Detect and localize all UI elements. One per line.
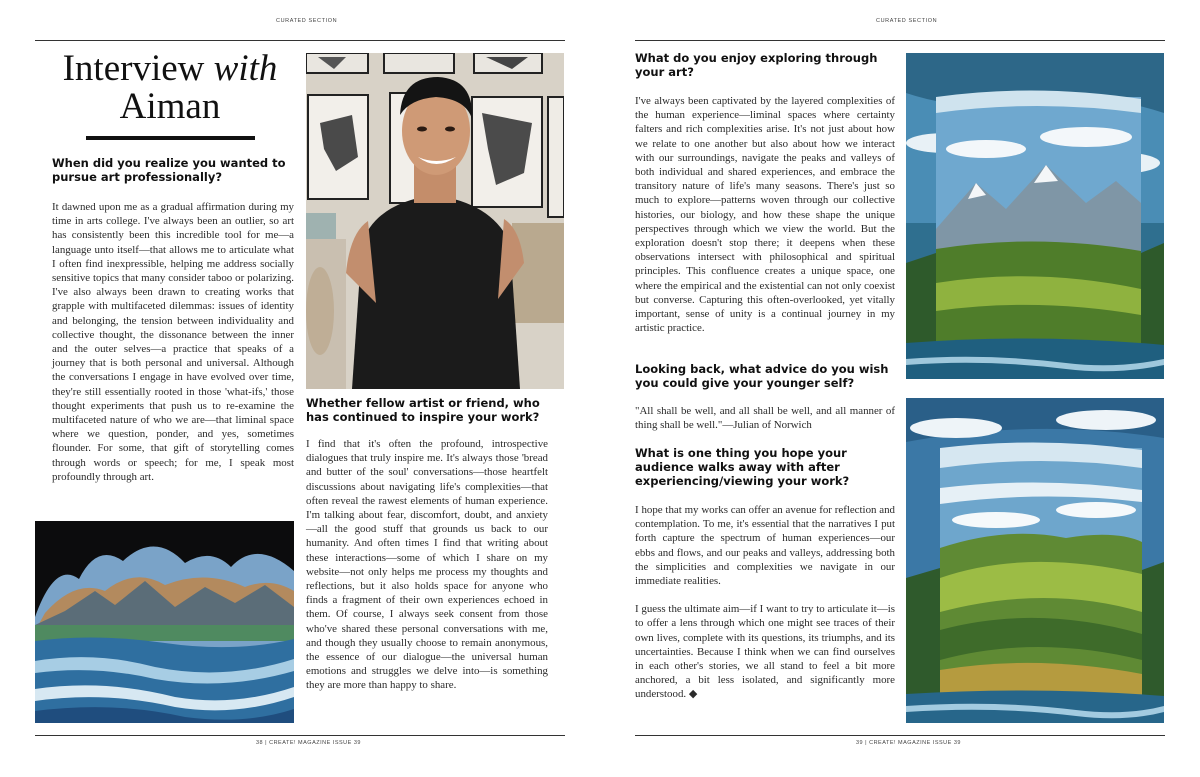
answer-4 xyxy=(635,404,895,432)
page-footer: 39 | CREATE! MAGAZINE ISSUE 39 xyxy=(856,740,961,746)
portrait-illustration xyxy=(306,53,564,389)
top-rule xyxy=(35,40,565,41)
artwork-mountain-lake-illustration xyxy=(906,53,1164,379)
answer-5-paragraph-1: I hope that my works can offer an avenue for reflection and contemplation. To me, it's essential that the narratives I put forth capture the spectrum of human experiences—our ebbs and flows, and our peaks and valleys, addressing both the simplicities and complexities we navigate in our immediate realities. xyxy=(635,504,895,588)
top-rule xyxy=(635,40,1165,41)
section-label: CURATED SECTION xyxy=(876,18,938,24)
bottom-rule xyxy=(35,735,565,736)
title-line2: Aiman xyxy=(119,86,221,127)
artwork-valley-sky xyxy=(906,398,1164,723)
artwork-mountain-drape xyxy=(35,521,294,723)
artwork-mountain-lake xyxy=(906,53,1164,379)
page-title xyxy=(50,50,290,126)
section-label: CURATED SECTION xyxy=(276,18,338,24)
answer-3 xyxy=(635,94,895,335)
question-4: Looking back, what advice do you wish you could give your younger self? xyxy=(635,362,889,390)
question-2: Whether fellow artist or friend, who has continued to inspire your work? xyxy=(306,396,540,424)
title-underline xyxy=(86,136,255,140)
question-5: What is one thing you hope your audience walks away with after experiencing/viewing your work? xyxy=(635,446,850,488)
bottom-rule xyxy=(635,735,1165,736)
answer-5 xyxy=(635,503,895,702)
artwork-valley-sky-illustration xyxy=(906,398,1164,723)
right-page xyxy=(600,0,1200,777)
answer-5-paragraph-2: I guess the ultimate aim—if I want to try to articulate it—is to offer a lens through which one might see traces of their own lives, complete with its questions, its triumphs, and its uncertainties. Because I think when we can find ourselves in each other's stories, we all stand to feel a bit more anchored, a bit less isolated, and significantly more understood. ◆ xyxy=(635,603,895,701)
answer-1 xyxy=(52,200,294,484)
artwork-mountain-drape-illustration xyxy=(35,521,294,723)
title-italic: with xyxy=(213,48,278,89)
answer-1-text: It dawned upon me as a gradual affirmation during my time in arts college. I've always been an outlier, so art has consistently been this incredible tool for me—a language unto itself—that allows me to articulate what I often find inexpressible, helping me address socially sensitive topics that many consider taboo or polarizing. I've also always been drawn to creating works that grapple with multifaceted dilemmas: issues of identity and belonging, the tension between individuality and collective thought, the dissonance between the inner and the outer selves—a practice that speaks of a journey that is both personal and universal. Although the conversations I engage in have evolved over time, they're still essentially rooted in those 'what-ifs,' those thought experiments that push us to re-examine the multifaceted nature of who we are—that liminal space where we question, ponder, and yes, sometimes flounder. For some, that gift of storytelling comes through words or speech; for me, I speak most profoundly through art. xyxy=(52,201,294,483)
page-footer: 38 | CREATE! MAGAZINE ISSUE 39 xyxy=(256,740,361,746)
question-3: What do you enjoy exploring through your art? xyxy=(635,51,878,79)
question-1: When did you realize you wanted to pursue art professionally? xyxy=(52,156,286,184)
artist-portrait-photo xyxy=(306,53,564,389)
answer-2 xyxy=(306,437,548,693)
answer-3-text: I've always been captivated by the layered complexities of the human experience—liminal spaces where certainty falters and rich complexities arise. It's not just about how we relate to one another but also about how we interact with our surroundings, navigate the peaks and valleys of both individual and shared experiences, and embrace the transitory nature of life's many seasons. There's just so much to explore—patterns woven through our collective histories, our biology, and how these shape the unique perspectives through which we view the world. But the exploration doesn't stop there; it deepens when these observations intersect with philosophical and spiritual principles. This confluence creates a unique space, one where the empirical and the existential can not only coexist but converse. Capturing this often-overlooked, yet vitally important, sense of unity is a continual journey in my artistic practice. xyxy=(635,95,895,335)
title-line1: Interview xyxy=(62,48,205,89)
answer-4-text: "All shall be well, and all shall be well, and all manner of thing shall be well."—Julian of Norwich xyxy=(635,405,895,432)
answer-2-text: I find that it's often the profound, introspective dialogues that truly inspire me. It's always those 'bread and butter of the soul' conversations—those heartfelt discussions about navigating life's complexities—that often reveal the rawest elements of human experience. I'm talking about fear, discomfort, doubt, and anxiety—all the good stuff that grounds us back to our humanity. And often times I find that writing about these interactions—some of which I share on my website—not only helps me process my thoughts and reflections, but it also holds space for anyone who finds a fragment of their own experiences echoed in them. Of course, I always seek consent from those who've shared these personal conversations with me, and though they usually choose to remain anonymous, the essence of our dialogue—the universal human emotions and struggles we delve into—is something they are more than happy to share. xyxy=(306,438,548,692)
